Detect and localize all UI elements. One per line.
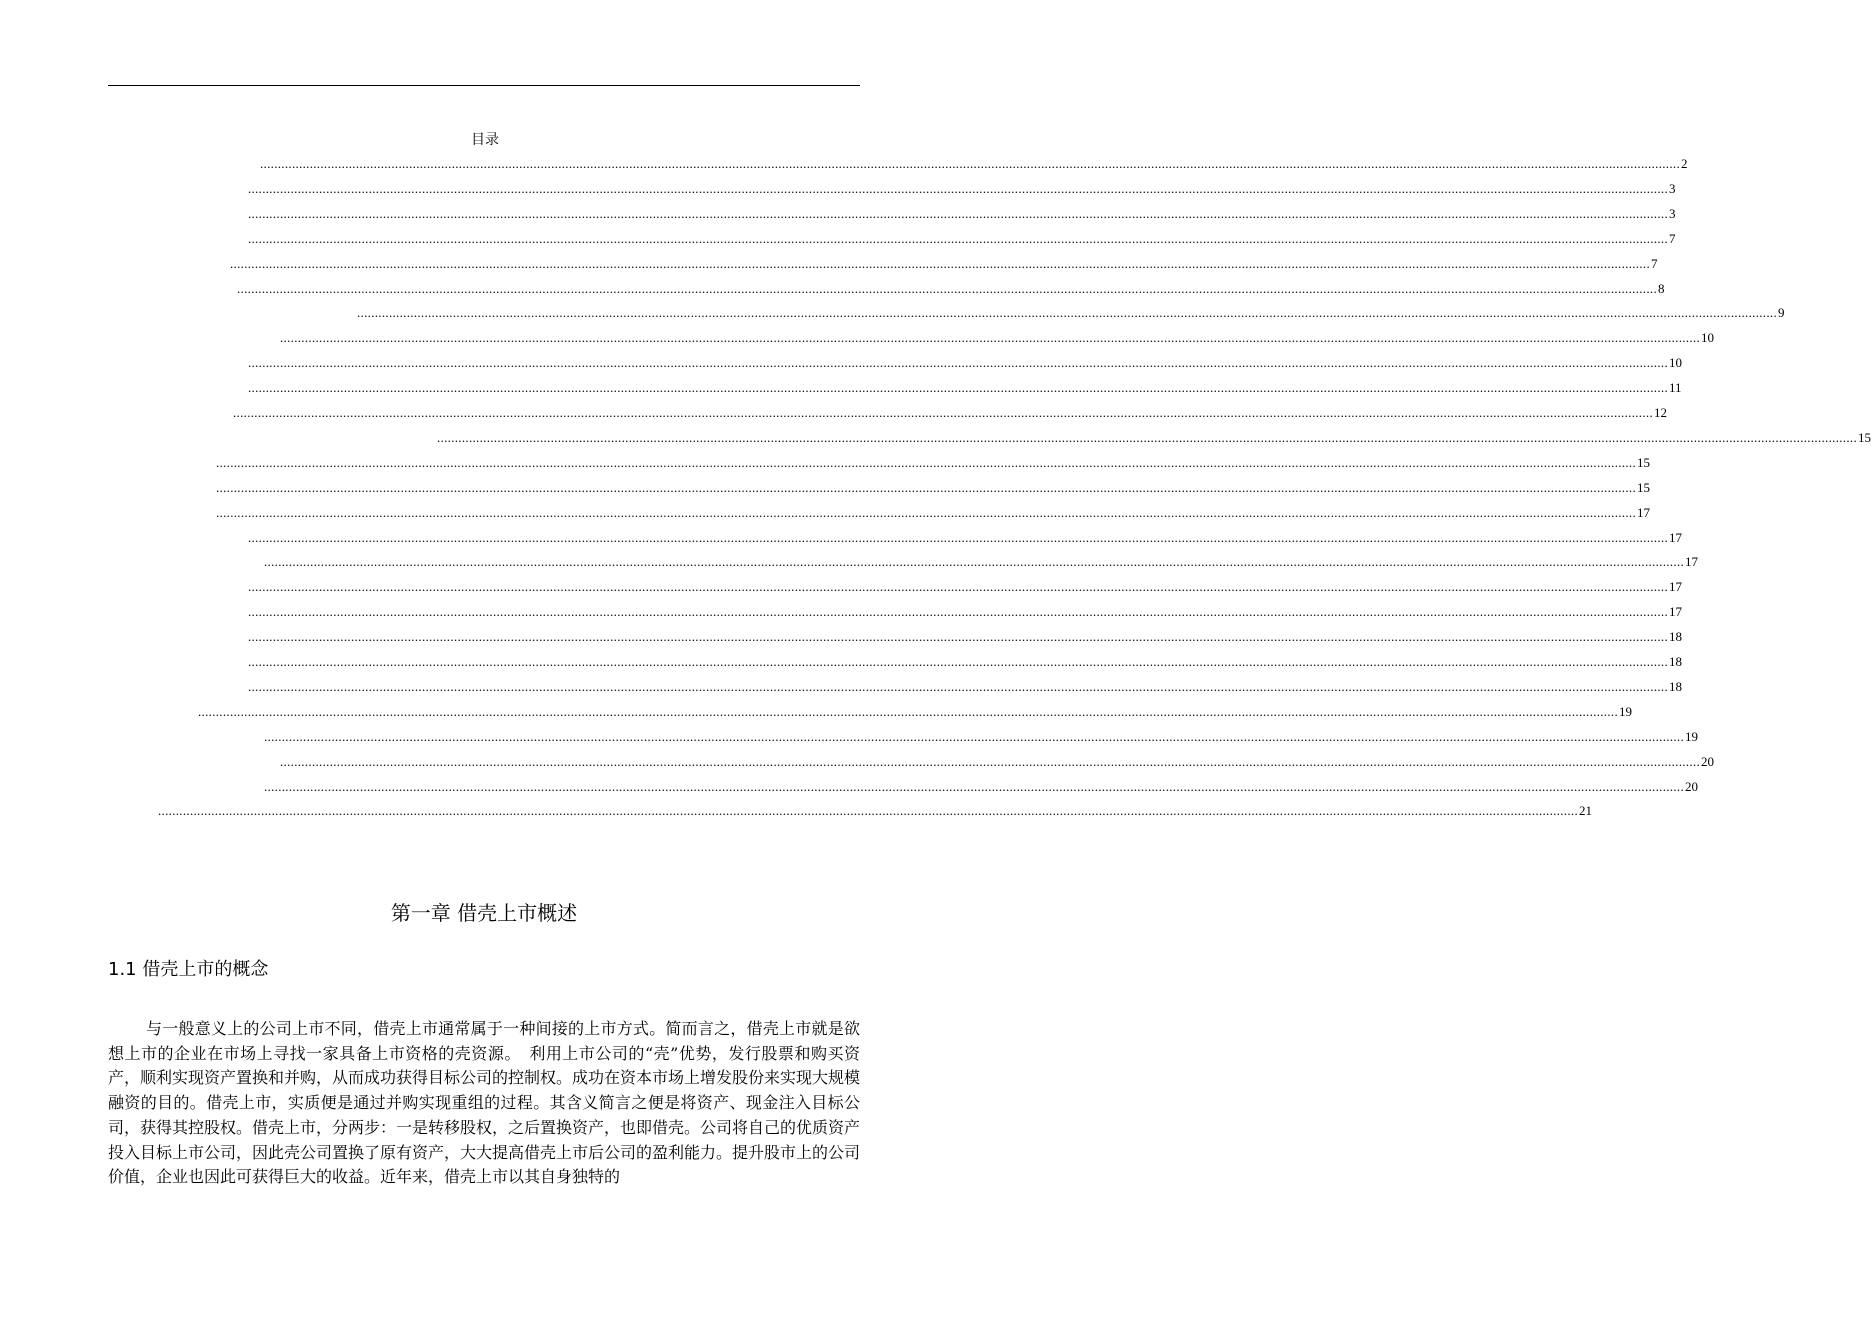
- toc-page-number: 15: [1637, 454, 1650, 470]
- toc-page-number: 15: [1637, 479, 1650, 495]
- toc-leader-dots: ................................................................................................................................................................................................................................................................................................................................................................................................................: [248, 529, 1668, 545]
- toc-entry[interactable]: [437, 426, 1871, 446]
- header-rule: [108, 85, 860, 86]
- toc-page-number: 18: [1669, 654, 1682, 669]
- toc-page-number: 19: [1685, 728, 1698, 744]
- toc-leader-dots: ................................................................................................................................................................................................................................................................................................................................................................................................................: [216, 479, 1636, 495]
- toc-entry[interactable]: [233, 401, 1667, 421]
- toc-page-number: 9: [1778, 305, 1785, 321]
- toc-leader-dots: ................................................................................................................................................................................................................................................................................................................................................................................................................: [357, 305, 1777, 321]
- toc-entry[interactable]: [198, 700, 1632, 720]
- toc-leader-dots: ................................................................................................................................................................................................................................................................................................................................................................................................................: [216, 454, 1636, 470]
- toc-entry[interactable]: [357, 301, 1785, 321]
- toc-entry[interactable]: [158, 799, 1592, 819]
- toc-page-number: 12: [1654, 405, 1667, 420]
- toc-entry[interactable]: [248, 227, 1676, 247]
- toc-page-number: 18: [1669, 629, 1682, 645]
- toc-page-number: 20: [1701, 753, 1714, 769]
- toc-page-number: 17: [1685, 554, 1698, 570]
- toc-entry[interactable]: [216, 501, 1650, 521]
- toc-entry[interactable]: [230, 252, 1658, 272]
- chapter-title: 第一章 借壳上市概述: [390, 901, 578, 925]
- toc-page-number: 8: [1658, 280, 1665, 296]
- section-title: 1.1 借壳上市的概念: [108, 959, 269, 980]
- toc-entry[interactable]: [260, 152, 1688, 172]
- toc-leader-dots: ................................................................................................................................................................................................................................................................................................................................................................................................................: [248, 380, 1668, 396]
- toc-page-number: 17: [1669, 529, 1682, 545]
- toc-page-number: 7: [1651, 255, 1658, 271]
- toc-page-number: 17: [1669, 604, 1682, 620]
- toc-page-number: 3: [1669, 205, 1676, 221]
- toc-leader-dots: ................................................................................................................................................................................................................................................................................................................................................................................................................: [248, 230, 1668, 246]
- toc-leader-dots: ................................................................................................................................................................................................................................................................................................................................................................................................................: [233, 405, 1653, 420]
- toc-leader-dots: ................................................................................................................................................................................................................................................................................................................................................................................................................: [264, 778, 1684, 794]
- toc-leader-dots: ................................................................................................................................................................................................................................................................................................................................................................................................................: [260, 156, 1680, 171]
- toc-page-number: 3: [1669, 180, 1676, 196]
- body-paragraph: 与一般意义上的公司上市不同，借壳上市通常属于一种间接的上市方式。简而言之，借壳上市就是欲想上市的企业在市场上寻找一家具备上市资格的壳资源。 利用上市公司的“壳”优势，发行股票和购买资产，顺利实现资产置换和并购，从而成功获得目标公司的控制权。成功在资本市场上增发股份来实现大规模融资的目的。借壳上市，实质便是通过并购实现重组的过程。其含义简言之便是将资产、现金注入目标公司，获得其控股权。借壳上市，分两步：一是转移股权，之后置换资产，也即借壳。公司将自己的优质资产投入目标上市公司，因此壳公司置换了原有资产，大大提高借壳上市后公司的盈利能力。提升股市上的公司价值，企业也因此可获得巨大的收益。近年来，借壳上市以其自身独特的: [108, 1019, 861, 1187]
- toc-page-number: 17: [1637, 504, 1650, 520]
- toc-leader-dots: ................................................................................................................................................................................................................................................................................................................................................................................................................: [248, 604, 1668, 620]
- toc-leader-dots: ................................................................................................................................................................................................................................................................................................................................................................................................................: [280, 753, 1700, 769]
- toc-leader-dots: ................................................................................................................................................................................................................................................................................................................................................................................................................: [198, 703, 1618, 719]
- toc-entry[interactable]: [216, 451, 1650, 471]
- toc-page-number: 17: [1669, 579, 1682, 595]
- toc-entry[interactable]: [264, 775, 1698, 795]
- toc-entry[interactable]: [237, 277, 1665, 297]
- toc-entry[interactable]: [280, 750, 1714, 770]
- toc-page-number: 19: [1619, 703, 1632, 719]
- toc-page-number: 11: [1669, 380, 1682, 396]
- toc-leader-dots: ................................................................................................................................................................................................................................................................................................................................................................................................................: [248, 629, 1668, 645]
- toc-entry[interactable]: [248, 600, 1682, 620]
- toc-entry[interactable]: [248, 526, 1682, 546]
- toc-leader-dots: ................................................................................................................................................................................................................................................................................................................................................................................................................: [237, 280, 1657, 296]
- toc-page-number: 10: [1701, 330, 1714, 346]
- toc-leader-dots: ................................................................................................................................................................................................................................................................................................................................................................................................................: [216, 504, 1636, 520]
- toc-leader-dots: ................................................................................................................................................................................................................................................................................................................................................................................................................: [248, 205, 1668, 221]
- toc-leader-dots: ................................................................................................................................................................................................................................................................................................................................................................................................................: [230, 255, 1650, 271]
- toc-entry[interactable]: [248, 376, 1682, 396]
- toc-page-number: 18: [1669, 678, 1682, 694]
- toc-entry[interactable]: [248, 351, 1682, 371]
- toc-page-number: 21: [1579, 803, 1592, 819]
- toc-entry[interactable]: [264, 725, 1698, 745]
- toc-leader-dots: ................................................................................................................................................................................................................................................................................................................................................................................................................: [248, 678, 1668, 694]
- toc-page-number: 2: [1681, 156, 1688, 171]
- toc-leader-dots: ................................................................................................................................................................................................................................................................................................................................................................................................................: [248, 579, 1668, 595]
- toc-entry[interactable]: [248, 202, 1676, 222]
- toc-entry[interactable]: [248, 625, 1682, 645]
- toc-page-number: 20: [1685, 778, 1698, 794]
- toc-leader-dots: ................................................................................................................................................................................................................................................................................................................................................................................................................: [280, 330, 1700, 346]
- toc-entry[interactable]: [248, 177, 1676, 197]
- toc-leader-dots: ................................................................................................................................................................................................................................................................................................................................................................................................................: [158, 803, 1578, 819]
- toc-leader-dots: ................................................................................................................................................................................................................................................................................................................................................................................................................: [248, 180, 1668, 196]
- toc-leader-dots: ................................................................................................................................................................................................................................................................................................................................................................................................................: [437, 429, 1857, 445]
- toc-entry[interactable]: [280, 326, 1714, 346]
- toc-page-number: 10: [1669, 355, 1682, 371]
- toc-entry[interactable]: [248, 675, 1682, 695]
- toc-entry[interactable]: [248, 575, 1682, 595]
- toc-leader-dots: ................................................................................................................................................................................................................................................................................................................................................................................................................: [248, 654, 1668, 669]
- toc-entry[interactable]: [216, 476, 1650, 496]
- toc-leader-dots: ................................................................................................................................................................................................................................................................................................................................................................................................................: [248, 355, 1668, 371]
- toc-page-number: 15: [1858, 429, 1871, 445]
- toc-title: 目录: [471, 132, 499, 148]
- toc-entry[interactable]: [248, 650, 1682, 670]
- toc-leader-dots: ................................................................................................................................................................................................................................................................................................................................................................................................................: [264, 554, 1684, 570]
- toc-page-number: 7: [1669, 230, 1676, 246]
- toc-entry[interactable]: [264, 550, 1698, 570]
- toc-leader-dots: ................................................................................................................................................................................................................................................................................................................................................................................................................: [264, 728, 1684, 744]
